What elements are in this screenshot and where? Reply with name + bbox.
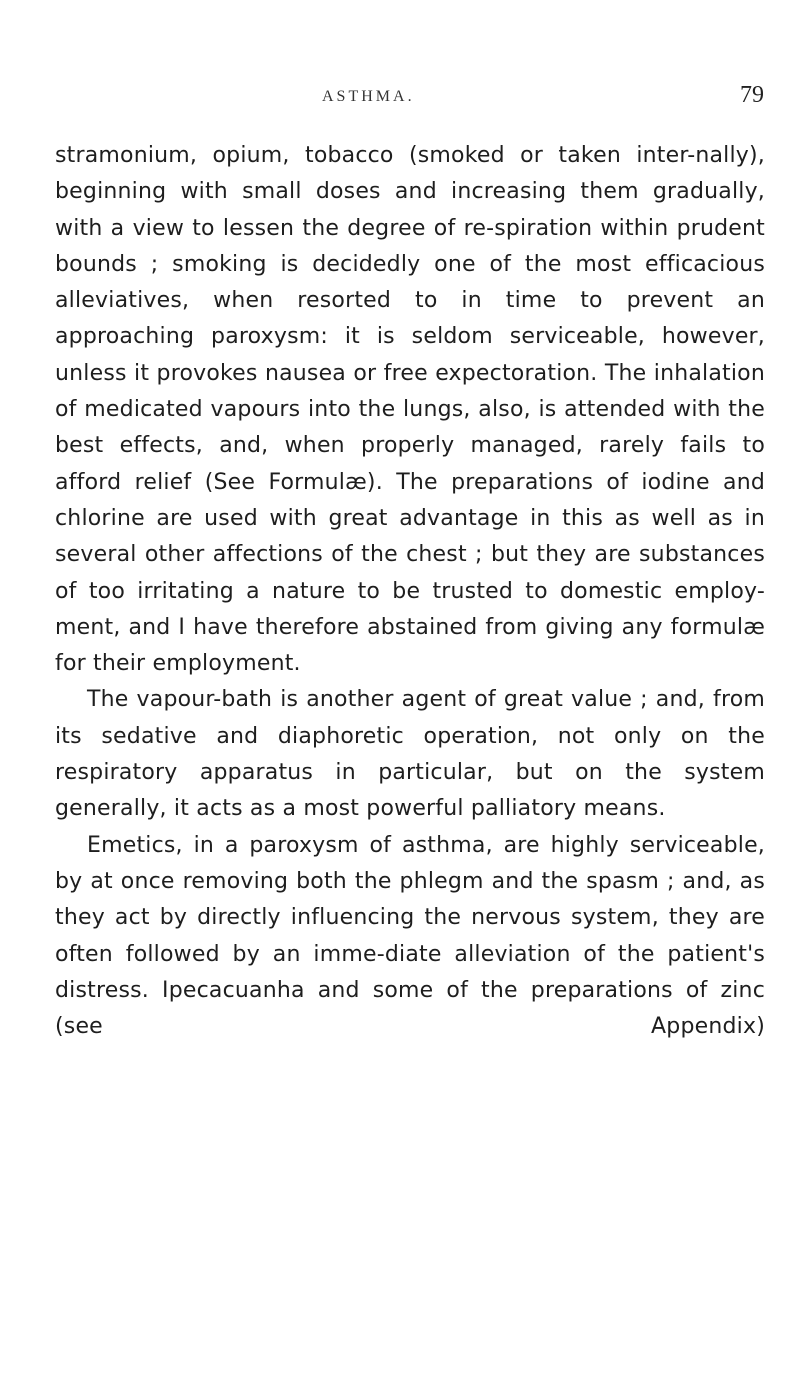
running-head xyxy=(0,58,800,108)
running-title: ASTHMA. xyxy=(322,88,415,105)
paragraph-vapour-bath: The vapour-bath is another agent of great value ; and, from its sedative and diaphoretic operation, not only on the respiratory apparatus in particular, but on the system generally, it acts as a most powerful palliatory means. xyxy=(55,687,765,822)
body-text xyxy=(55,138,765,1045)
paragraph-continuation: stramonium, opium, tobacco (smoked or taken inter-nally), beginning with small doses and increasing them gradually, with a view to lessen the degree of re-spiration within prudent bounds ; smoking is decidedly one of the most efficacious alleviatives, when resorted to in time to prevent an approaching paroxysm: it is seldom serviceable, however, unless it provokes nausea or free expectoration. The inhalation of medicated vapours into the lungs, also, is attended with the best effects, and, when properly managed, rarely fails to afford relief (See Formulæ). The preparations of iodine and chlorine are used with great advantage in this as well as in several other affections of the chest ; but they are substances of too irritating a nature to be trusted to domestic employ-ment, and I have therefore abstained from giving any formulæ for their employment. xyxy=(55,143,765,677)
page-number: 79 xyxy=(740,82,764,108)
paragraph-emetics: Emetics, in a paroxysm of asthma, are highly serviceable, by at once removing both the phlegm and the spasm ; and, as they act by directly influencing the nervous system, they are often followed by an imme-diate alleviation of the patient's distress. Ipecacuanha and some of the preparations of zinc (see Appendix) xyxy=(55,832,765,1040)
